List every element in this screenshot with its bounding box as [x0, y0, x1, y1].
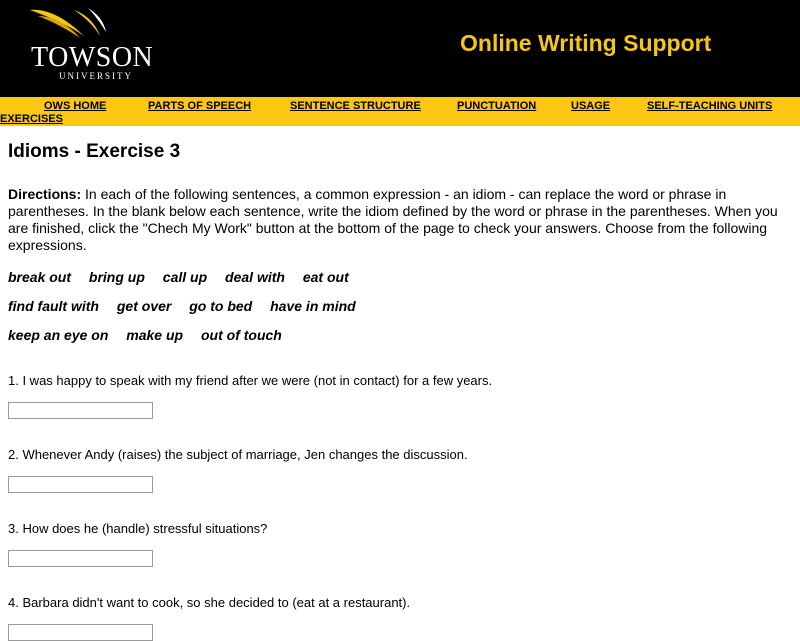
question-1: 1. I was happy to speak with my friend after we were (not in contact) for a few years. [8, 373, 493, 388]
expression-item: go to bed [189, 298, 253, 314]
directions-text: In each of the following sentences, a common expression - an idiom - can replace the word or phrase in parentheses. In the blank below each sentence, write the idiom defined by the word or phrase in the parentheses. When you are finished, click the "Chech My Work" button at the bottom of the page to check your answers. Choose from the following expressions. [8, 186, 778, 253]
main-content [0, 141, 800, 641]
expression-row [8, 298, 792, 314]
expression-item: make up [126, 327, 184, 343]
expression-item: have in mind [270, 298, 356, 314]
directions [8, 186, 792, 254]
question-2: 2. Whenever Andy (raises) the subject of marriage, Jen changes the discussion. [8, 447, 468, 462]
expression-item: out of touch [200, 327, 282, 343]
expression-item: find fault with [8, 298, 99, 314]
nav-ows-home[interactable]: OWS HOME [44, 100, 107, 112]
expression-item: keep an eye on [8, 327, 109, 343]
logo-subtitle: UNIVERSITY [59, 71, 133, 81]
answer-input-1[interactable] [8, 402, 153, 419]
question-4: 4. Barbara didn't want to cook, so she decided to (eat at a restaurant). [8, 595, 411, 610]
site-title: Online Writing Support [460, 30, 712, 56]
nav-parts-of-speech[interactable]: PARTS OF SPEECH [148, 100, 252, 112]
nav-exercises[interactable]: EXERCISES [0, 113, 63, 125]
nav-usage[interactable]: USAGE [571, 100, 611, 112]
site-header [0, 0, 800, 97]
page-title: Idioms - Exercise 3 [8, 141, 181, 162]
answer-input-2[interactable] [8, 476, 153, 493]
nav-sentence-structure[interactable]: SENTENCE STRUCTURE [290, 100, 421, 112]
expression-row [8, 269, 792, 285]
expression-item: deal with [225, 269, 285, 285]
flame-icon [28, 6, 108, 40]
question-3: 3. How does he (handle) stressful situations? [8, 521, 268, 536]
towson-logo[interactable] [20, 6, 154, 86]
nav-self-teaching-units[interactable]: SELF-TEACHING UNITS [647, 100, 773, 112]
expression-item: get over [116, 298, 172, 314]
expression-row [8, 327, 792, 343]
main-nav [0, 97, 800, 126]
directions-label: Directions: [8, 186, 82, 202]
expression-item: break out [8, 269, 72, 285]
nav-punctuation[interactable]: PUNCTUATION [457, 100, 537, 112]
logo-wordmark: TOWSON [31, 42, 154, 73]
expression-item: bring up [88, 269, 145, 285]
expression-item: eat out [302, 269, 349, 285]
expression-item: call up [162, 269, 208, 285]
answer-input-3[interactable] [8, 550, 153, 567]
answer-input-4[interactable] [8, 624, 153, 641]
